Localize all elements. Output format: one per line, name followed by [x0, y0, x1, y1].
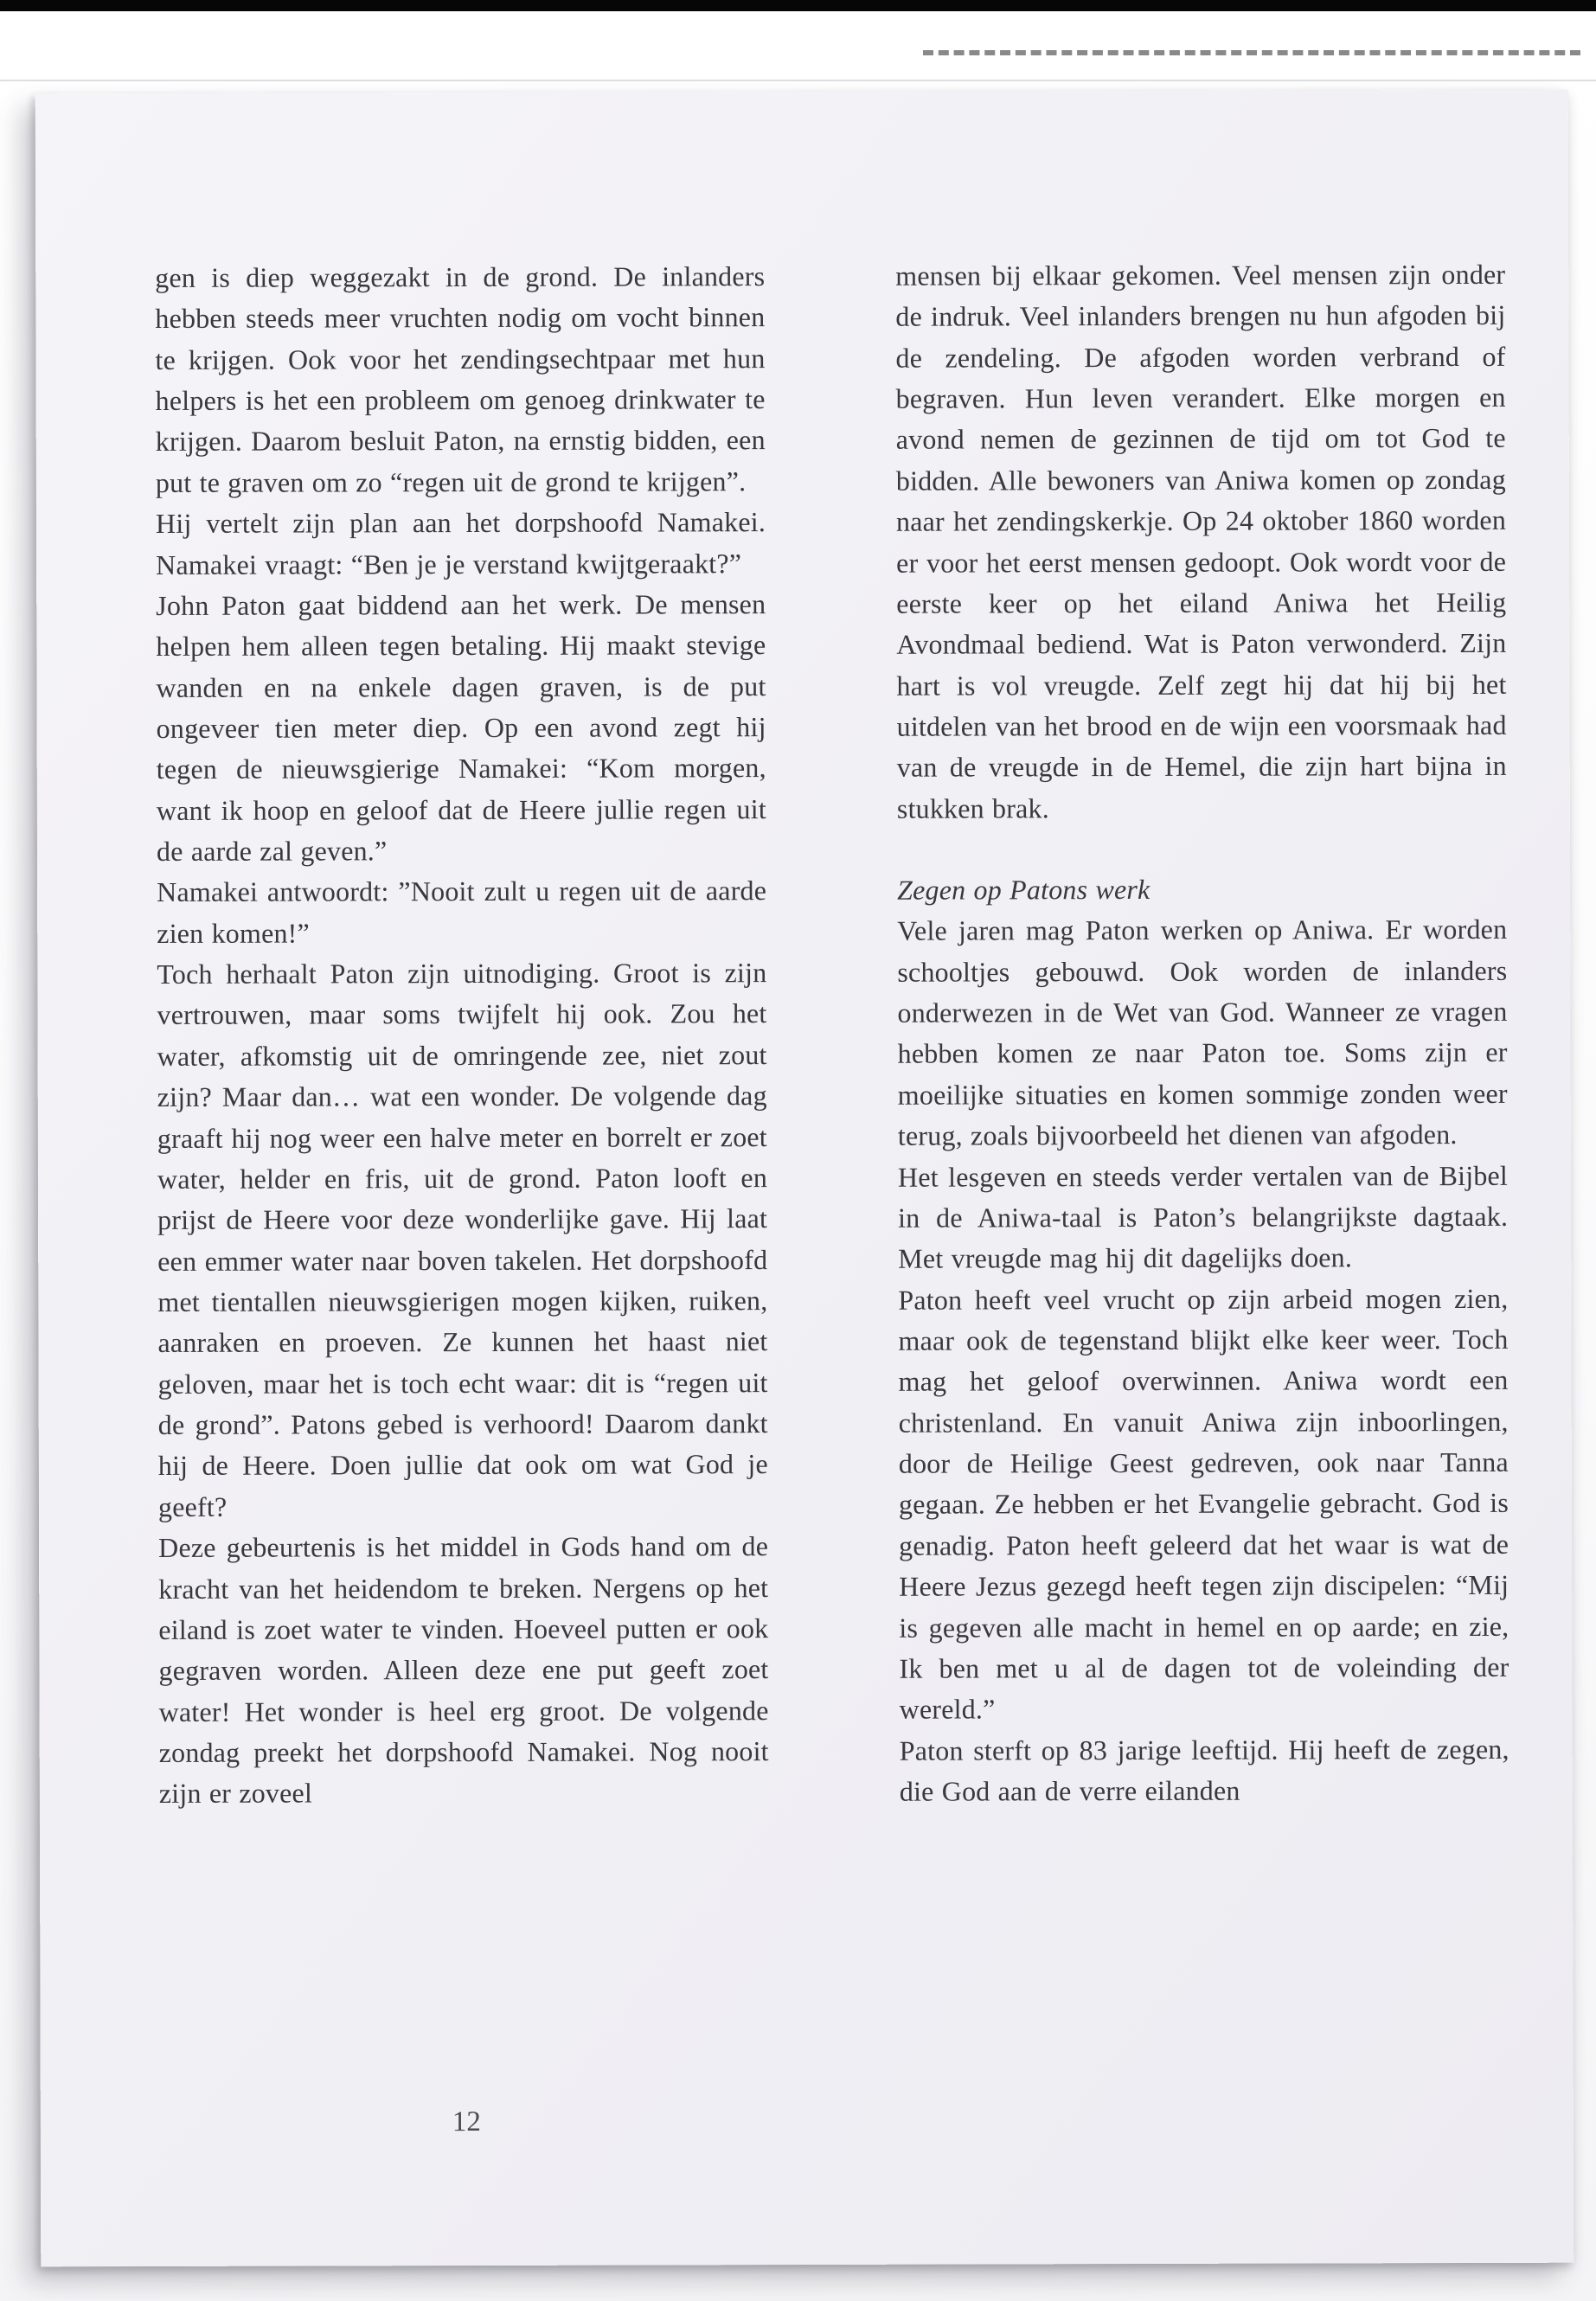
paragraph: mensen bij elkaar gekomen. Veel mensen zijn onder de indruk. Veel inlanders brengen nu hun afgoden bij de zendeling. De afgoden worden verbrand of begraven. Hun leven verandert. Elke morgen en avond nemen de gezinnen de tijd om tot God te bidden. Alle bewoners van Aniwa komen op zondag naar het zendingskerkje. Op 24 oktober 1860 worden er voor het eerst mensen gedoopt. Ook wordt voor de eerste keer op het eiland Aniwa het Heilig Avondmaal bediend. Wat is Paton verwonderd. Zijn hart is vol vreugde. Zelf zegt hij dat hij bij het uitdelen van het brood en de wijn een voorsmaak had van de vreugde in de Hemel, die zijn hart bijna in stukken brak. — [895, 258, 1507, 824]
paragraph: Paton sterft op 83 jarige leeftijd. Hij heeft de zegen, die God aan de verre eilanden — [899, 1733, 1509, 1807]
right-column — [895, 254, 1509, 1812]
paragraph: gen is diep weggezakt in de grond. De inlanders hebben steeds meer vruchten nodig om vocht binnen te krijgen. Ook voor het zendingsechtpaar met hun helpers is het een probleem om genoeg drinkwater te krijgen. Daarom besluit Paton, na ernstig bidden, een put te graven om zo “regen uit de grond te krijgen”. — [155, 260, 766, 498]
document-page — [35, 90, 1574, 2267]
page-number: 12 — [452, 2106, 481, 2138]
paragraph: Paton heeft veel vrucht op zijn arbeid mogen zien, maar ook de tegenstand blijkt elke keer weer. Toch mag het geloof overwinnen. Aniwa wordt een christenland. En vanuit Aniwa zijn inboorlingen, door de Heilige Geest gedreven, ook naar Tanna gegaan. Ze hebben er het Evangelie gebracht. God is genadig. Paton heeft geleerd dat het waar is wat de Heere Jezus gezegd heeft tegen zijn discipelen: “Mij is gegeven alle macht in hemel en op aarde; en zie, Ik ben met u al de dagen tot de voleinding der wereld.” — [898, 1282, 1509, 1725]
scan-artifact-dashes — [923, 50, 1580, 55]
paragraph: Het lesgeven en steeds verder vertalen van de Bijbel in de Aniwa-taal is Paton’s belangrijkste dagtaak. Met vreugde mag hij dit dagelijks doen. — [897, 1159, 1509, 1274]
section-heading: Zegen op Patons werk — [897, 873, 1151, 906]
scan-edge-bar — [0, 0, 1596, 11]
paragraph: Deze gebeurtenis is het middel in Gods hand om de kracht van het heidendom te breken. Nergens op het eiland is zoet water te vinden. Hoeveel putten er ook gegraven worden. Alleen deze ene put geeft zoet water! Het wonder is heel erg groot. De volgende zondag preekt het dorpshoofd Namakei. Nog nooit zijn er zoveel — [158, 1530, 769, 1810]
left-column — [155, 256, 769, 1814]
paragraph: Toch herhaalt Paton zijn uitnodiging. Groot is zijn vertrouwen, maar soms twijfelt hij ook. Zou het water, afkomstig uit de omringende zee, niet zout zijn? Maar dan… wat een wonder. De volgende dag graaft hij nog weer een halve meter en borrelt er zoet water, helder en fris, uit de grond. Paton looft en prijst de Heere voor deze wonderlijke gave. Hij laat een emmer water naar boven takelen. Het dorpshoofd met tientallen nieuwsgierigen mogen kijken, ruiken, aanraken en proeven. Ze kunnen het haast niet geloven, maar het is toch echt waar: dit is “regen uit de grond”. Patons gebed is verhoord! Daarom dankt hij de Heere. Doen jullie dat ook om wat God je geeft? — [157, 957, 768, 1522]
text-columns — [155, 254, 1509, 1815]
page-top-edge-line — [0, 80, 1596, 81]
paragraph: Vele jaren mag Paton werken op Aniwa. Er worden schooltjes gebouwd. Ook worden de inlanders onderwezen in de Wet van God. Wanneer ze vragen hebben komen ze naar Paton toe. Soms zijn er moeilijke situaties en komen sommige zonden weer terug, zoals bijvoorbeeld het dienen van afgoden. — [897, 913, 1508, 1151]
paragraph: Hij vertelt zijn plan aan het dorpshoofd Namakei. Namakei vraagt: “Ben je je verstand kwijtgeraakt?” — [155, 506, 766, 580]
paragraph: Namakei antwoordt: ”Nooit zult u regen uit de aarde zien komen!” — [157, 875, 767, 949]
paragraph: John Paton gaat biddend aan het werk. De mensen helpen hem alleen tegen betaling. Hij maakt stevige wanden en na enkele dagen graven, is de put ongeveer tien meter diep. Op een avond zegt hij tegen de nieuwsgierige Namakei: “Kom morgen, want ik hoop en geloof dat de Heere jullie regen uit de aarde zal geven.” — [156, 587, 766, 867]
